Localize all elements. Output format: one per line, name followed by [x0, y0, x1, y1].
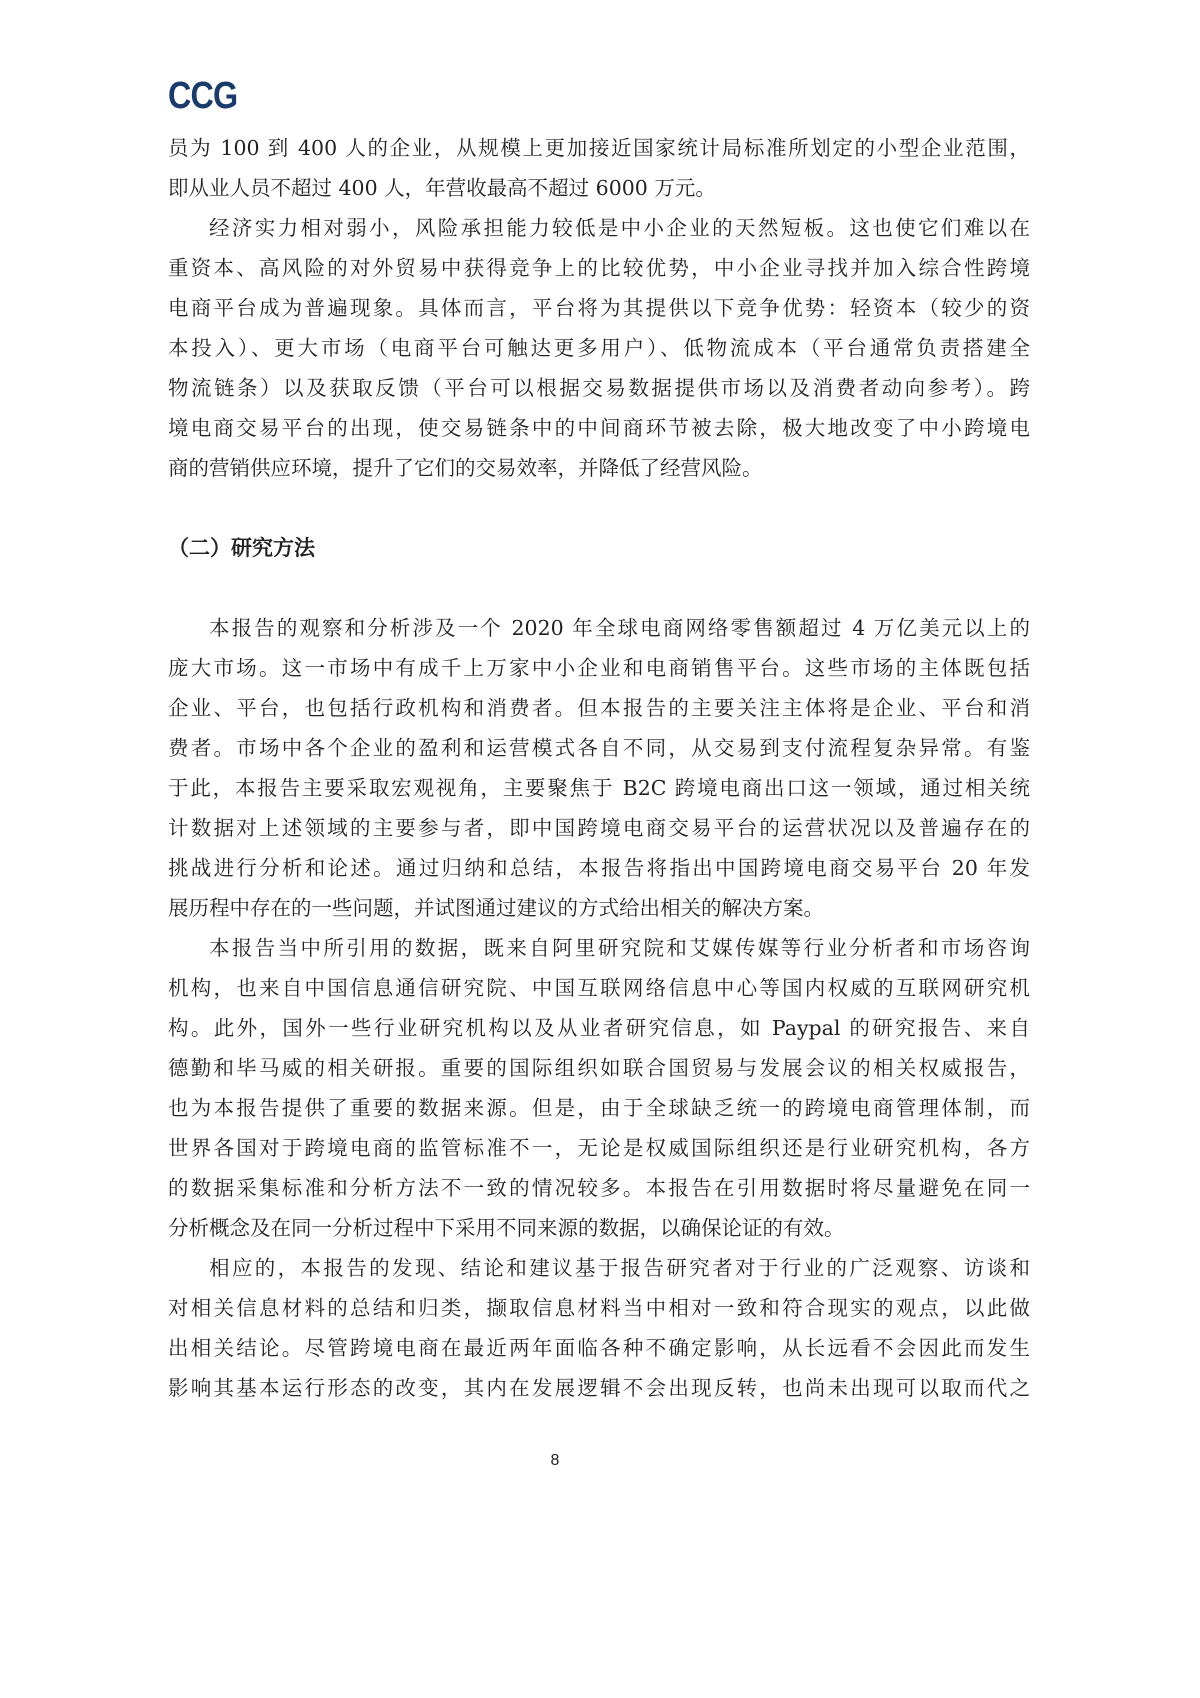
text-line: 于此，本报告主要采取宏观视角，主要聚焦于 B2C 跨境电商出口这一领域，通过相关统 — [168, 776, 1030, 800]
text-line: 出相关结论。尽管跨境电商在最近两年面临各种不确定影响，从长远看不会因此而发生 — [168, 1336, 1030, 1360]
text-line: 德勤和毕马威的相关研报。重要的国际组织如联合国贸易与发展会议的相关权威报告， — [168, 1056, 1030, 1080]
text-line: 员为 100 到 400 人的企业，从规模上更加接近国家统计局标准所划定的小型企业范围， — [168, 136, 1030, 160]
text-line: 机构，也来自中国信息通信研究院、中国互联网络信息中心等国内权威的互联网研究机 — [168, 976, 1030, 1000]
paragraph-scope — [168, 608, 1030, 928]
paragraph-data-sources — [168, 928, 1030, 1248]
text-line: 构。此外，国外一些行业研究机构以及从业者研究信息，如 Paypal 的研究报告、来自 — [168, 1016, 1030, 1040]
paragraph-findings — [168, 1248, 1030, 1408]
text-line: 费者。市场中各个企业的盈利和运营模式各自不同，从交易到支付流程复杂异常。有鉴 — [168, 736, 1030, 760]
text-line: 分析概念及在同一分析过程中下采用不同来源的数据，以确保论证的有效。 — [168, 1216, 845, 1240]
section-heading: （二）研究方法 — [168, 536, 315, 560]
text-line: 商的营销供应环境，提升了它们的交易效率，并降低了经营风险。 — [168, 456, 763, 480]
text-line: 影响其基本运行形态的改变，其内在发展逻辑不会出现反转，也尚未出现可以取而代之 — [168, 1376, 1030, 1400]
text-line: 本报告当中所引用的数据，既来自阿里研究院和艾媒传媒等行业分析者和市场咨询 — [209, 936, 1030, 960]
text-line: 相应的，本报告的发现、结论和建议基于报告研究者对于行业的广泛观察、访谈和 — [209, 1256, 1030, 1280]
page-number: 8 — [550, 1452, 560, 1469]
text-line: 本投入）、更大市场（电商平台可触达更多用户）、低物流成本（平台通常负责搭建全 — [168, 336, 1030, 360]
text-line: 重资本、高风险的对外贸易中获得竞争上的比较优势，中小企业寻找并加入综合性跨境 — [168, 256, 1030, 280]
text-line: 的数据采集标准和分析方法不一致的情况较多。本报告在引用数据时将尽量避免在同一 — [168, 1176, 1030, 1200]
text-line: 物流链条）以及获取反馈（平台可以根据交易数据提供市场以及消费者动向参考）。跨 — [168, 376, 1030, 400]
paragraph-sme-advantages — [168, 208, 1030, 488]
text-line: 世界各国对于跨境电商的监管标准不一，无论是权威国际组织还是行业研究机构，各方 — [168, 1136, 1030, 1160]
text-line: 本报告的观察和分析涉及一个 2020 年全球电商网络零售额超过 4 万亿美元以上的 — [209, 616, 1030, 640]
text-line: 计数据对上述领域的主要参与者，即中国跨境电商交易平台的运营状况以及普遍存在的 — [168, 816, 1030, 840]
text-line: 电商平台成为普遍现象。具体而言，平台将为其提供以下竞争优势：轻资本（较少的资 — [168, 296, 1030, 320]
text-line: 挑战进行分析和论述。通过归纳和总结，本报告将指出中国跨境电商交易平台 20 年发 — [168, 856, 1030, 880]
text-line: 即从业人员不超过 400 人，年营收最高不超过 6000 万元。 — [168, 176, 716, 200]
text-line: 对相关信息材料的总结和归类，撷取信息材料当中相对一致和符合现实的观点，以此做 — [168, 1296, 1030, 1320]
ccg-logo: CCG — [168, 75, 238, 117]
text-line: 也为本报告提供了重要的数据来源。但是，由于全球缺乏统一的跨境电商管理体制，而 — [168, 1096, 1030, 1120]
text-line: 境电商交易平台的出现，使交易链条中的中间商环节被去除，极大地改变了中小跨境电 — [168, 416, 1030, 440]
text-line: 展历程中存在的一些问题，并试图通过建议的方式给出相关的解决方案。 — [168, 896, 824, 920]
text-line: 企业、平台，也包括行政机构和消费者。但本报告的主要关注主体将是企业、平台和消 — [168, 696, 1030, 720]
text-line: 经济实力相对弱小，风险承担能力较低是中小企业的天然短板。这也使它们难以在 — [209, 216, 1030, 240]
text-line: 庞大市场。这一市场中有成千上万家中小企业和电商销售平台。这些市场的主体既包括 — [168, 656, 1030, 680]
paragraph-continued — [168, 128, 1030, 208]
